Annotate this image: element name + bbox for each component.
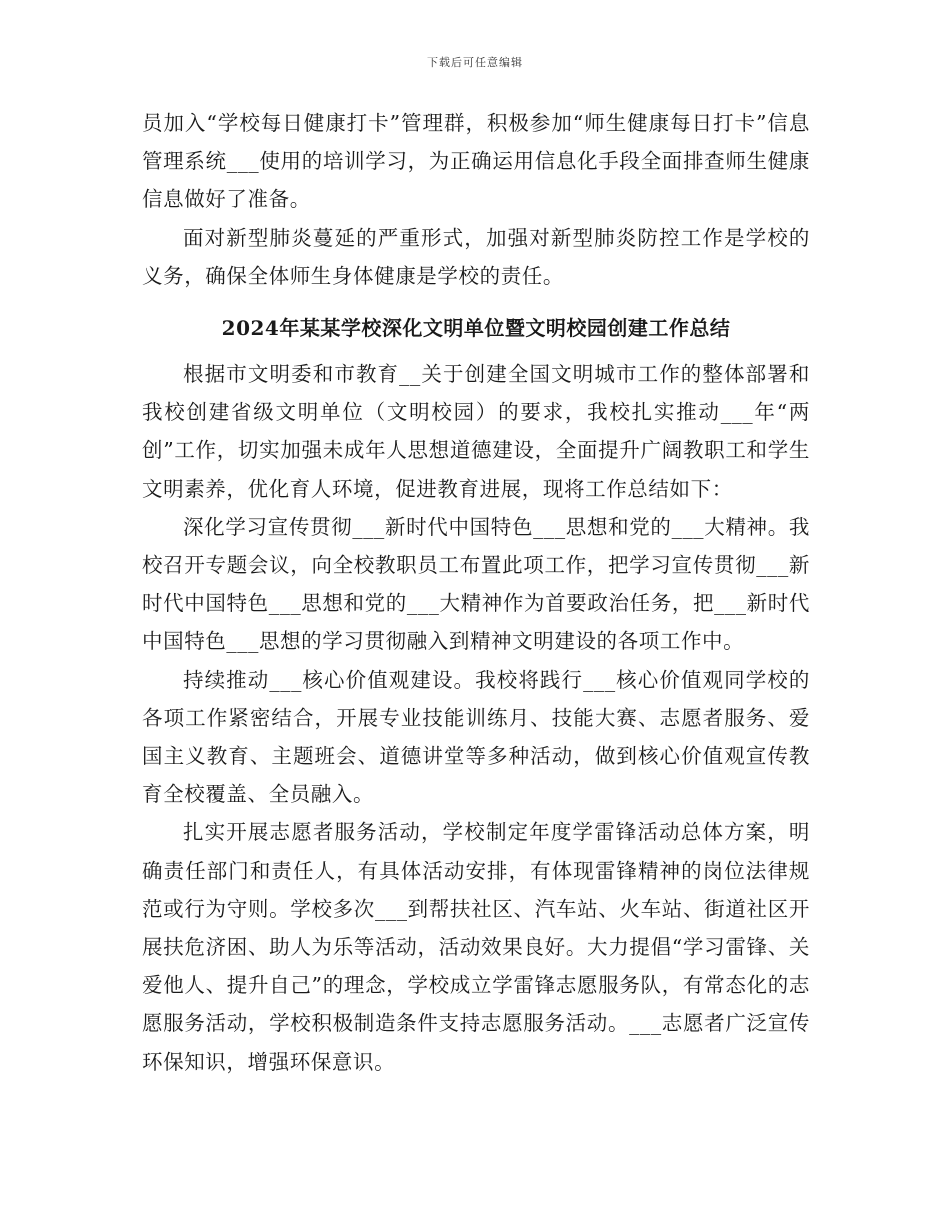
- body-paragraph: 扎实开展志愿者服务活动，学校制定年度学雷锋活动总体方案，明确责任部门和责任人，有具体活动安排，有体现雷锋精神的岗位法律规范或行为守则。学校多次___到帮扶社区、汽车站、火车站、街道社区开展扶危济困、助人为乐等活动，活动效果良好。大力提倡“学习雷锋、关爱他人、提升自己”的理念，学校成立学雷锋志愿服务队，有常态化的志愿服务活动，学校积极制造条件支持志愿服务活动。___志愿者广泛宣传环保知识，增强环保意识。: [142, 820, 810, 1074]
- header-note: 下载后可任意编辑: [427, 56, 523, 69]
- document-title: 2024年某某学校深化文明单位暨文明校园创建工作总结: [221, 316, 731, 341]
- body-paragraph: 深化学习宣传贯彻___新时代中国特色___思想和党的___大精神。我校召开专题会议，向全校教职员工布置此项工作，把学习宣传贯彻___新时代中国特色___思想和党的___大精神作为首要政治任务，把___新时代中国特色___思想的学习贯彻融入到精神文明建设的各项工作中。: [142, 514, 810, 654]
- document-content: [142, 104, 810, 1081]
- body-paragraph: 根据市文明委和市教育__关于创建全国文明城市工作的整体部署和我校创建省级文明单位（文明校园）的要求，我校扎实推动___年“两创”工作，切实加强未成年人思想道德建设，全面提升广阔教职工和学生文明素养，优化育人环境，促进教育进展，现将工作总结如下：: [142, 362, 810, 501]
- body-paragraph: 持续推动___核心价值观建设。我校将践行___核心价值观同学校的各项工作紧密结合，开展专业技能训练月、技能大赛、志愿者服务、爱国主义教育、主题班会、道德讲堂等多种活动，做到核心价值观宣传教育全校覆盖、全员融入。: [142, 667, 810, 807]
- intro-paragraph-continuation: 员加入“学校每日健康打卡”管理群，积极参加“师生健康每日打卡”信息管理系统___使用的培训学习，为正确运用信息化手段全面排查师生健康信息做好了准备。: [142, 111, 810, 212]
- intro-paragraph: 面对新型肺炎蔓延的严重形式，加强对新型肺炎防控工作是学校的义务，确保全体师生身体健康是学校的责任。: [142, 225, 810, 288]
